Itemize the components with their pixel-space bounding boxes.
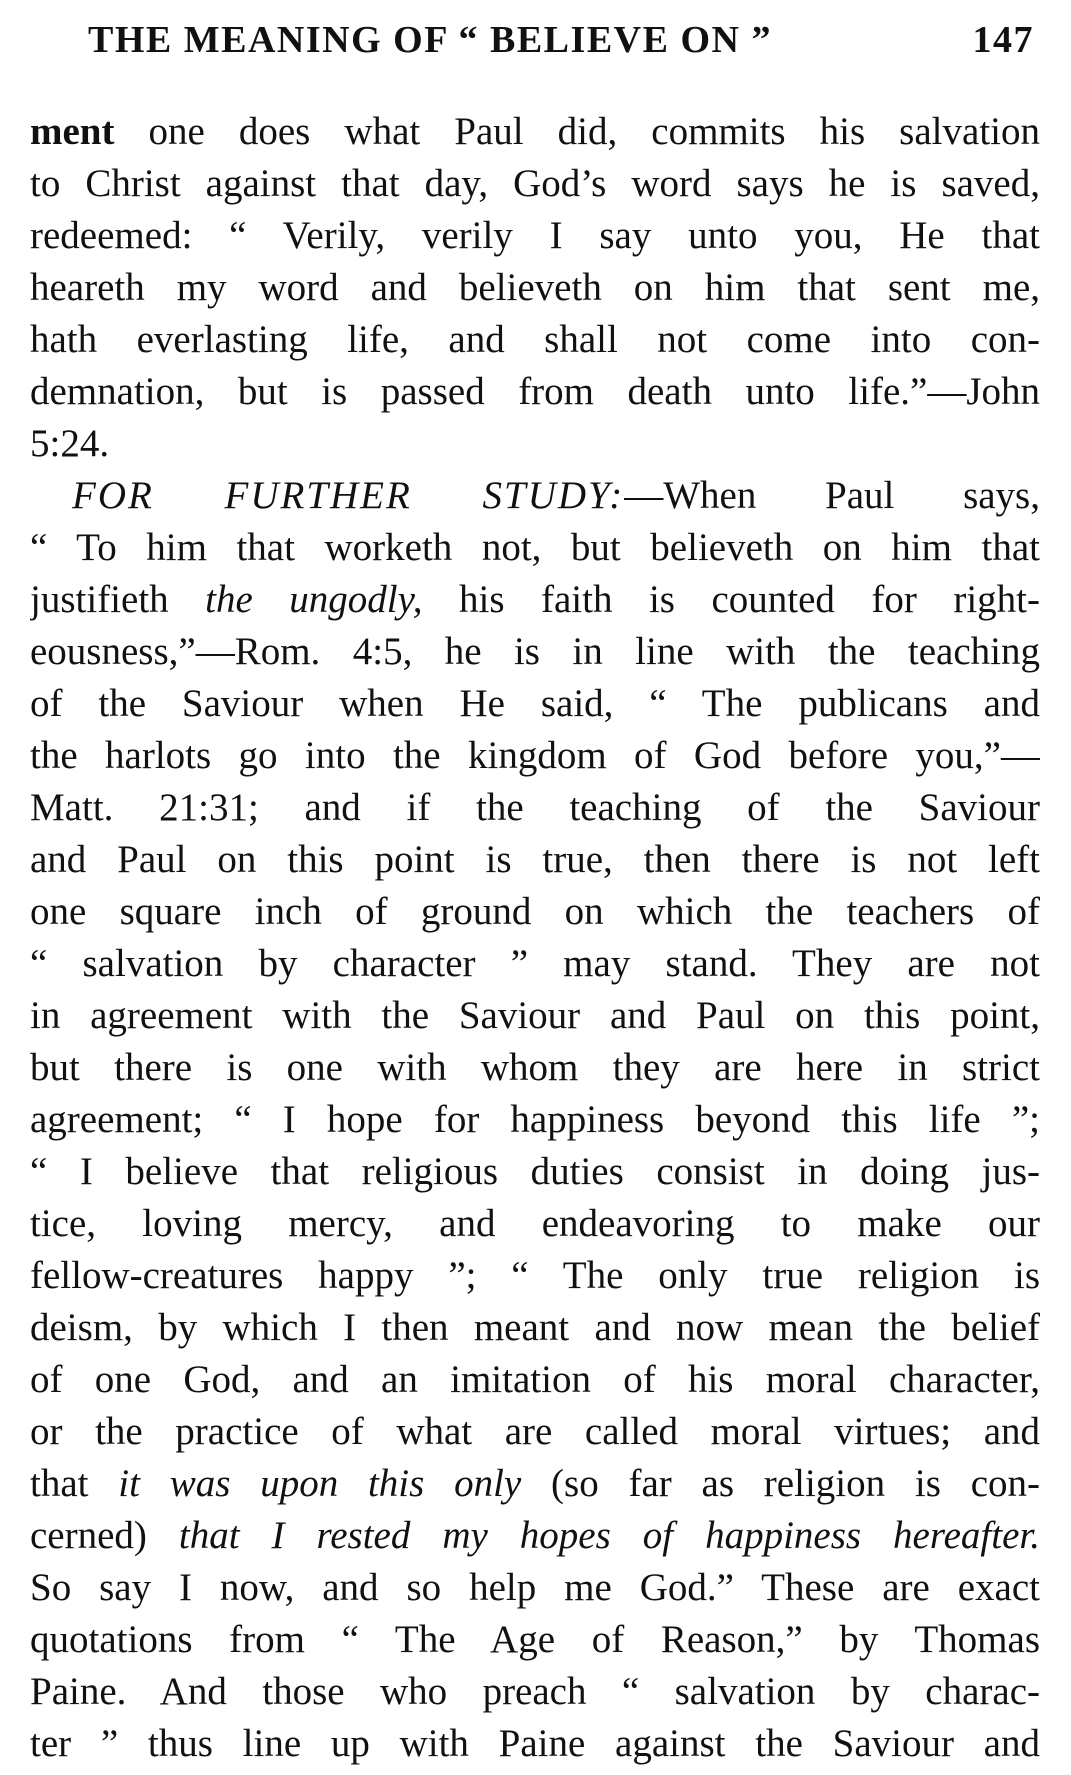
text-run: ment [30,110,115,153]
text-run: the ungodly, [205,578,423,621]
text-run: Paine. And those who preach “ salvation by charac- [30,1670,1040,1713]
text-run: but there is one with whom they are here in strict [30,1046,1040,1089]
text-line [30,470,1040,522]
text-run: Matt. 21:31; and if the teaching of the Saviour [30,786,1040,829]
text-line [30,522,1040,574]
text-run: “ I believe that religious duties consist in doing jus- [30,1150,1040,1193]
text-run: one does what Paul did, commits his salvation [114,110,1040,153]
text-run: quotations from “ The Age of Reason,” by Thomas [30,1618,1040,1661]
text-run: “ To him that worketh not, but believeth on him that [30,526,1040,569]
text-line [30,1666,1040,1718]
text-line [30,106,1040,158]
text-line [30,626,1040,678]
text-run: ter ” thus line up with Paine against the Saviour and [30,1722,1040,1765]
text-line [30,834,1040,886]
text-run: in agreement with the Saviour and Paul on this point, [30,994,1040,1037]
text-line [30,210,1040,262]
text-run: —When Paul says, [624,474,1040,517]
text-run: it was upon this only [118,1462,522,1505]
text-run: heareth my word and believeth on him that sent me, [30,266,1040,309]
text-line [30,1302,1040,1354]
text-run: of one God, and an imitation of his moral character, [30,1358,1040,1401]
text-line [30,990,1040,1042]
text-run: tice, loving mercy, and endeavoring to make our [30,1202,1040,1245]
page-number: 147 [972,19,1034,61]
text-line [30,314,1040,366]
text-line [30,158,1040,210]
text-run: (so far as religion is con- [521,1462,1040,1505]
page-header [88,18,1034,78]
text-line [30,1718,1040,1770]
text-run: justifieth [30,578,206,621]
text-run: that [30,1462,119,1505]
text-run: deism, by which I then meant and now mean the belief [30,1306,1040,1349]
text-run: to Christ against that day, God’s word says he is saved, [30,162,1040,205]
text-run: 5:24. [30,422,110,465]
text-line [30,1094,1040,1146]
text-run: of the Saviour when He said, “ The publicans and [30,682,1040,725]
body-text [30,106,1040,1770]
text-run: and Paul on this point is true, then there is not left [30,838,1040,881]
text-run: So say I now, and so help me God.” These are exact [30,1566,1040,1609]
text-line [30,1042,1040,1094]
text-line [30,418,1040,470]
text-line [30,1406,1040,1458]
text-line [30,1198,1040,1250]
text-run: hath everlasting life, and shall not come into con- [30,318,1040,361]
text-line [30,678,1040,730]
text-run: that I rested my hopes of happiness hereafter. [178,1514,1040,1557]
running-title: THE MEANING OF “ BELIEVE ON ” [88,19,772,61]
text-line [30,1250,1040,1302]
text-line [30,262,1040,314]
text-line [30,782,1040,834]
text-line [30,1614,1040,1666]
text-run: cerned) [30,1514,179,1557]
text-line [30,366,1040,418]
text-line [30,1146,1040,1198]
text-line [30,1510,1040,1562]
text-run: eousness,”—Rom. 4:5, he is in line with the teaching [30,630,1040,673]
text-run: FOR FURTHER STUDY: [72,474,625,517]
text-line [30,1354,1040,1406]
text-line [30,938,1040,990]
text-line [30,574,1040,626]
text-run: “ salvation by character ” may stand. They are not [30,942,1040,985]
text-run: one square inch of ground on which the teachers of [30,890,1040,933]
text-run: fellow-creatures happy ”; “ The only true religion is [30,1254,1040,1297]
text-run: agreement; “ I hope for happiness beyond this life ”; [30,1098,1040,1141]
text-run: the harlots go into the kingdom of God before you,”— [30,734,1040,777]
text-run: his faith is counted for right- [422,578,1040,621]
text-line [30,730,1040,782]
text-line [30,1562,1040,1614]
text-line [30,1458,1040,1510]
text-line [30,886,1040,938]
text-run: redeemed: “ Verily, verily I say unto you, He that [30,214,1040,257]
text-run: or the practice of what are called moral virtues; and [30,1410,1040,1453]
text-run: demnation, but is passed from death unto life.”—John [30,370,1040,413]
